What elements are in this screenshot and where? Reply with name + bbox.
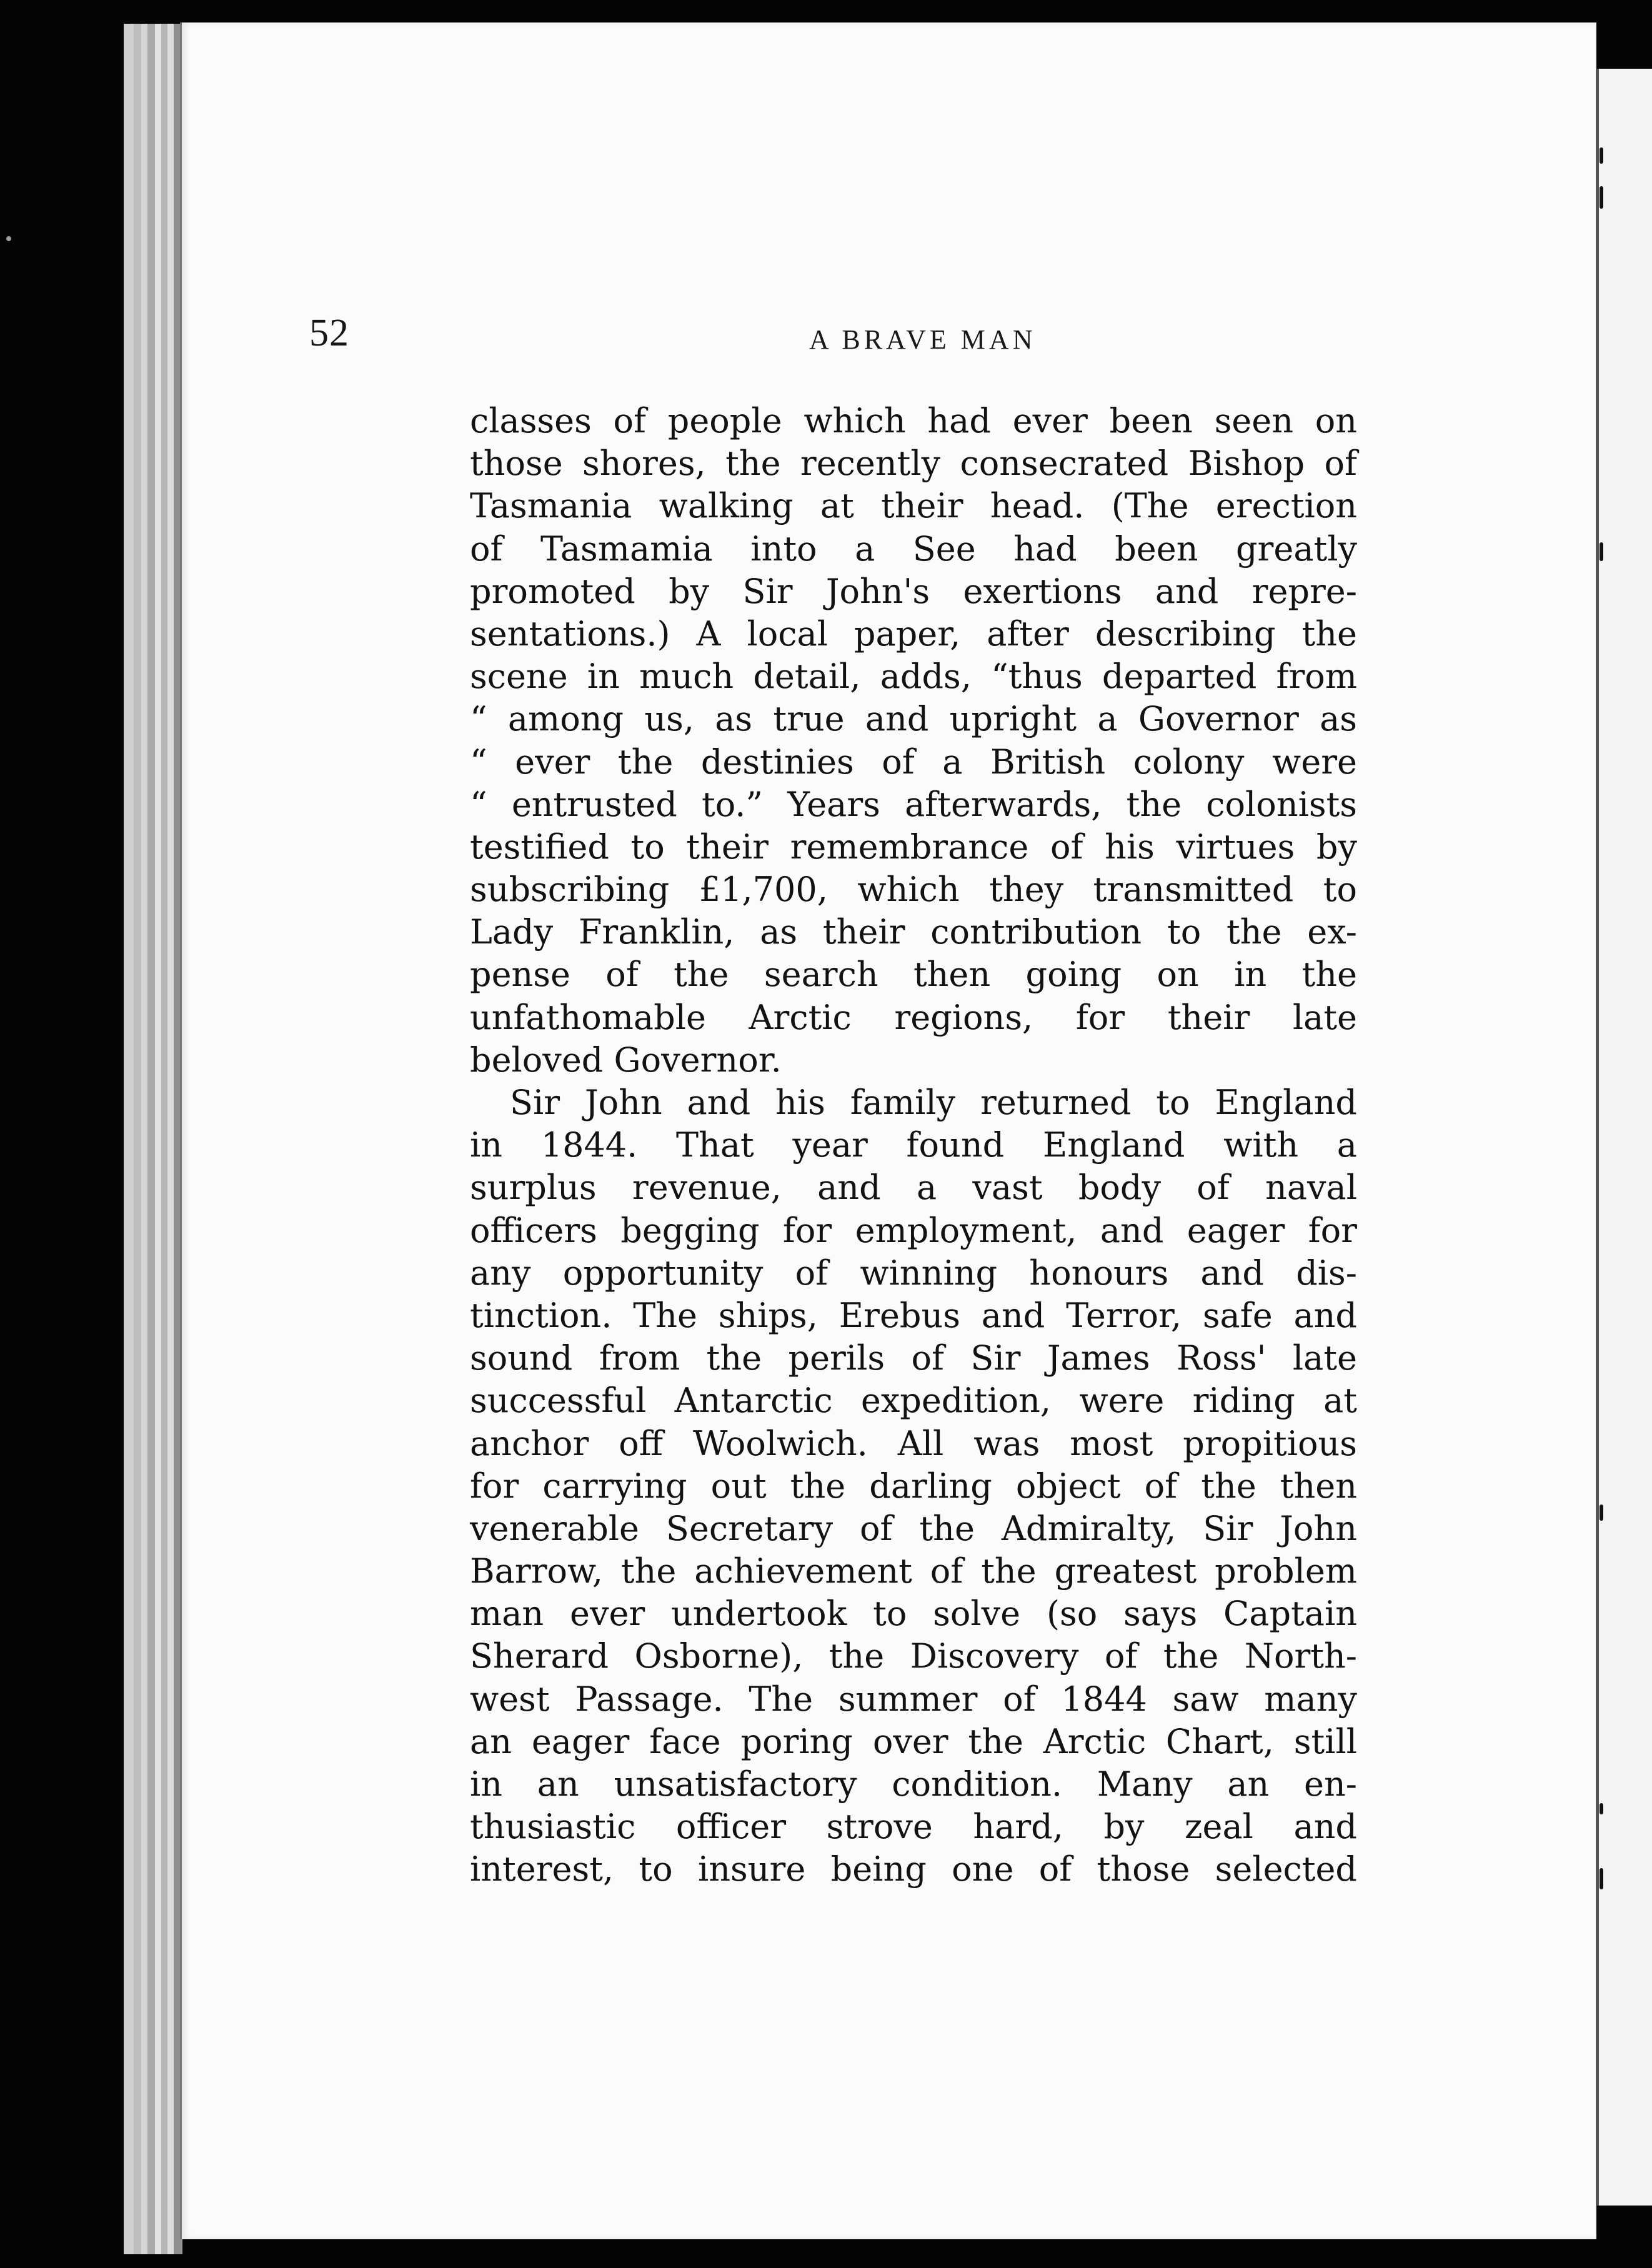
text-line: “ ever the destinies of a British colony were <box>470 742 1357 782</box>
scan-speck <box>6 236 11 241</box>
text-line: classes of people which had ever been seen on <box>470 401 1357 440</box>
text-line: Tasmania walking at their head. (The erection <box>470 486 1357 526</box>
facing-page-mark <box>1600 542 1603 561</box>
text-line: in 1844. That year found England with a <box>470 1125 1357 1165</box>
page-number: 52 <box>309 312 349 354</box>
facing-page-mark <box>1600 1803 1603 1814</box>
text-line: west Passage. The summer of 1844 saw many <box>470 1679 1357 1719</box>
paragraph <box>470 400 1357 1082</box>
facing-page-mark <box>1600 1868 1603 1889</box>
text-line: sound from the perils of Sir James Ross' late <box>470 1338 1357 1378</box>
text-line: subscribing £1,700, which they transmitted to <box>470 870 1357 910</box>
text-line: Sir John and his family returned to England <box>510 1083 1357 1122</box>
text-line: venerable Secretary of the Admiralty, Sir John <box>470 1508 1357 1548</box>
page-header <box>309 311 1234 361</box>
text-line: unfathomable Arctic regions, for their late <box>470 997 1357 1037</box>
text-line: Barrow, the achievement of the greatest problem <box>470 1551 1357 1591</box>
text-line: sentations.) A local paper, after describing the <box>470 614 1357 654</box>
text-line: anchor off Woolwich. All was most propitious <box>470 1423 1357 1463</box>
text-line: those shores, the recently consecrated Bishop of <box>470 444 1357 484</box>
body-text <box>470 400 1357 1891</box>
text-line: officers begging for employment, and eager for <box>470 1210 1357 1250</box>
text-line: an eager face poring over the Arctic Chart, still <box>470 1721 1357 1761</box>
text-line: “ among us, as true and upright a Governor as <box>470 699 1357 739</box>
text-line: Sherard Osborne), the Discovery of the North- <box>470 1636 1357 1676</box>
text-line: for carrying out the darling object of the then <box>470 1466 1357 1506</box>
paragraph <box>470 1082 1357 1891</box>
facing-page-mark <box>1600 147 1603 164</box>
text-line: thusiastic officer strove hard, by zeal and <box>470 1807 1357 1847</box>
text-line: “ entrusted to.” Years afterwards, the colonists <box>470 784 1357 824</box>
text-line: promoted by Sir John's exertions and repre- <box>470 571 1357 611</box>
facing-page-edge <box>1597 69 1652 2206</box>
text-line: scene in much detail, adds, “thus departed from <box>470 657 1357 697</box>
text-line: man ever undertook to solve (so says Captain <box>470 1594 1357 1634</box>
text-line: any opportunity of winning honours and dis- <box>470 1253 1357 1293</box>
text-line: successful Antarctic expedition, were riding at <box>470 1381 1357 1421</box>
text-line: Lady Franklin, as their contribution to the ex- <box>470 912 1357 952</box>
text-line: interest, to insure being one of those selected <box>470 1849 1357 1889</box>
text-line: beloved Governor. <box>470 1040 782 1080</box>
text-line: pense of the search then going on in the <box>470 955 1357 995</box>
text-line: in an unsatisfactory condition. Many an en- <box>470 1764 1357 1804</box>
text-line: testified to their remembrance of his virtues by <box>470 827 1357 867</box>
facing-page-mark <box>1600 1505 1603 1521</box>
text-line: of Tasmamia into a See had been greatly <box>470 529 1357 569</box>
facing-page-mark <box>1600 186 1603 209</box>
text-line: surplus revenue, and a vast body of naval <box>470 1168 1357 1208</box>
text-line: tinction. The ships, Erebus and Terror, safe and <box>470 1295 1357 1335</box>
running-head: A BRAVE MAN <box>809 324 1037 355</box>
